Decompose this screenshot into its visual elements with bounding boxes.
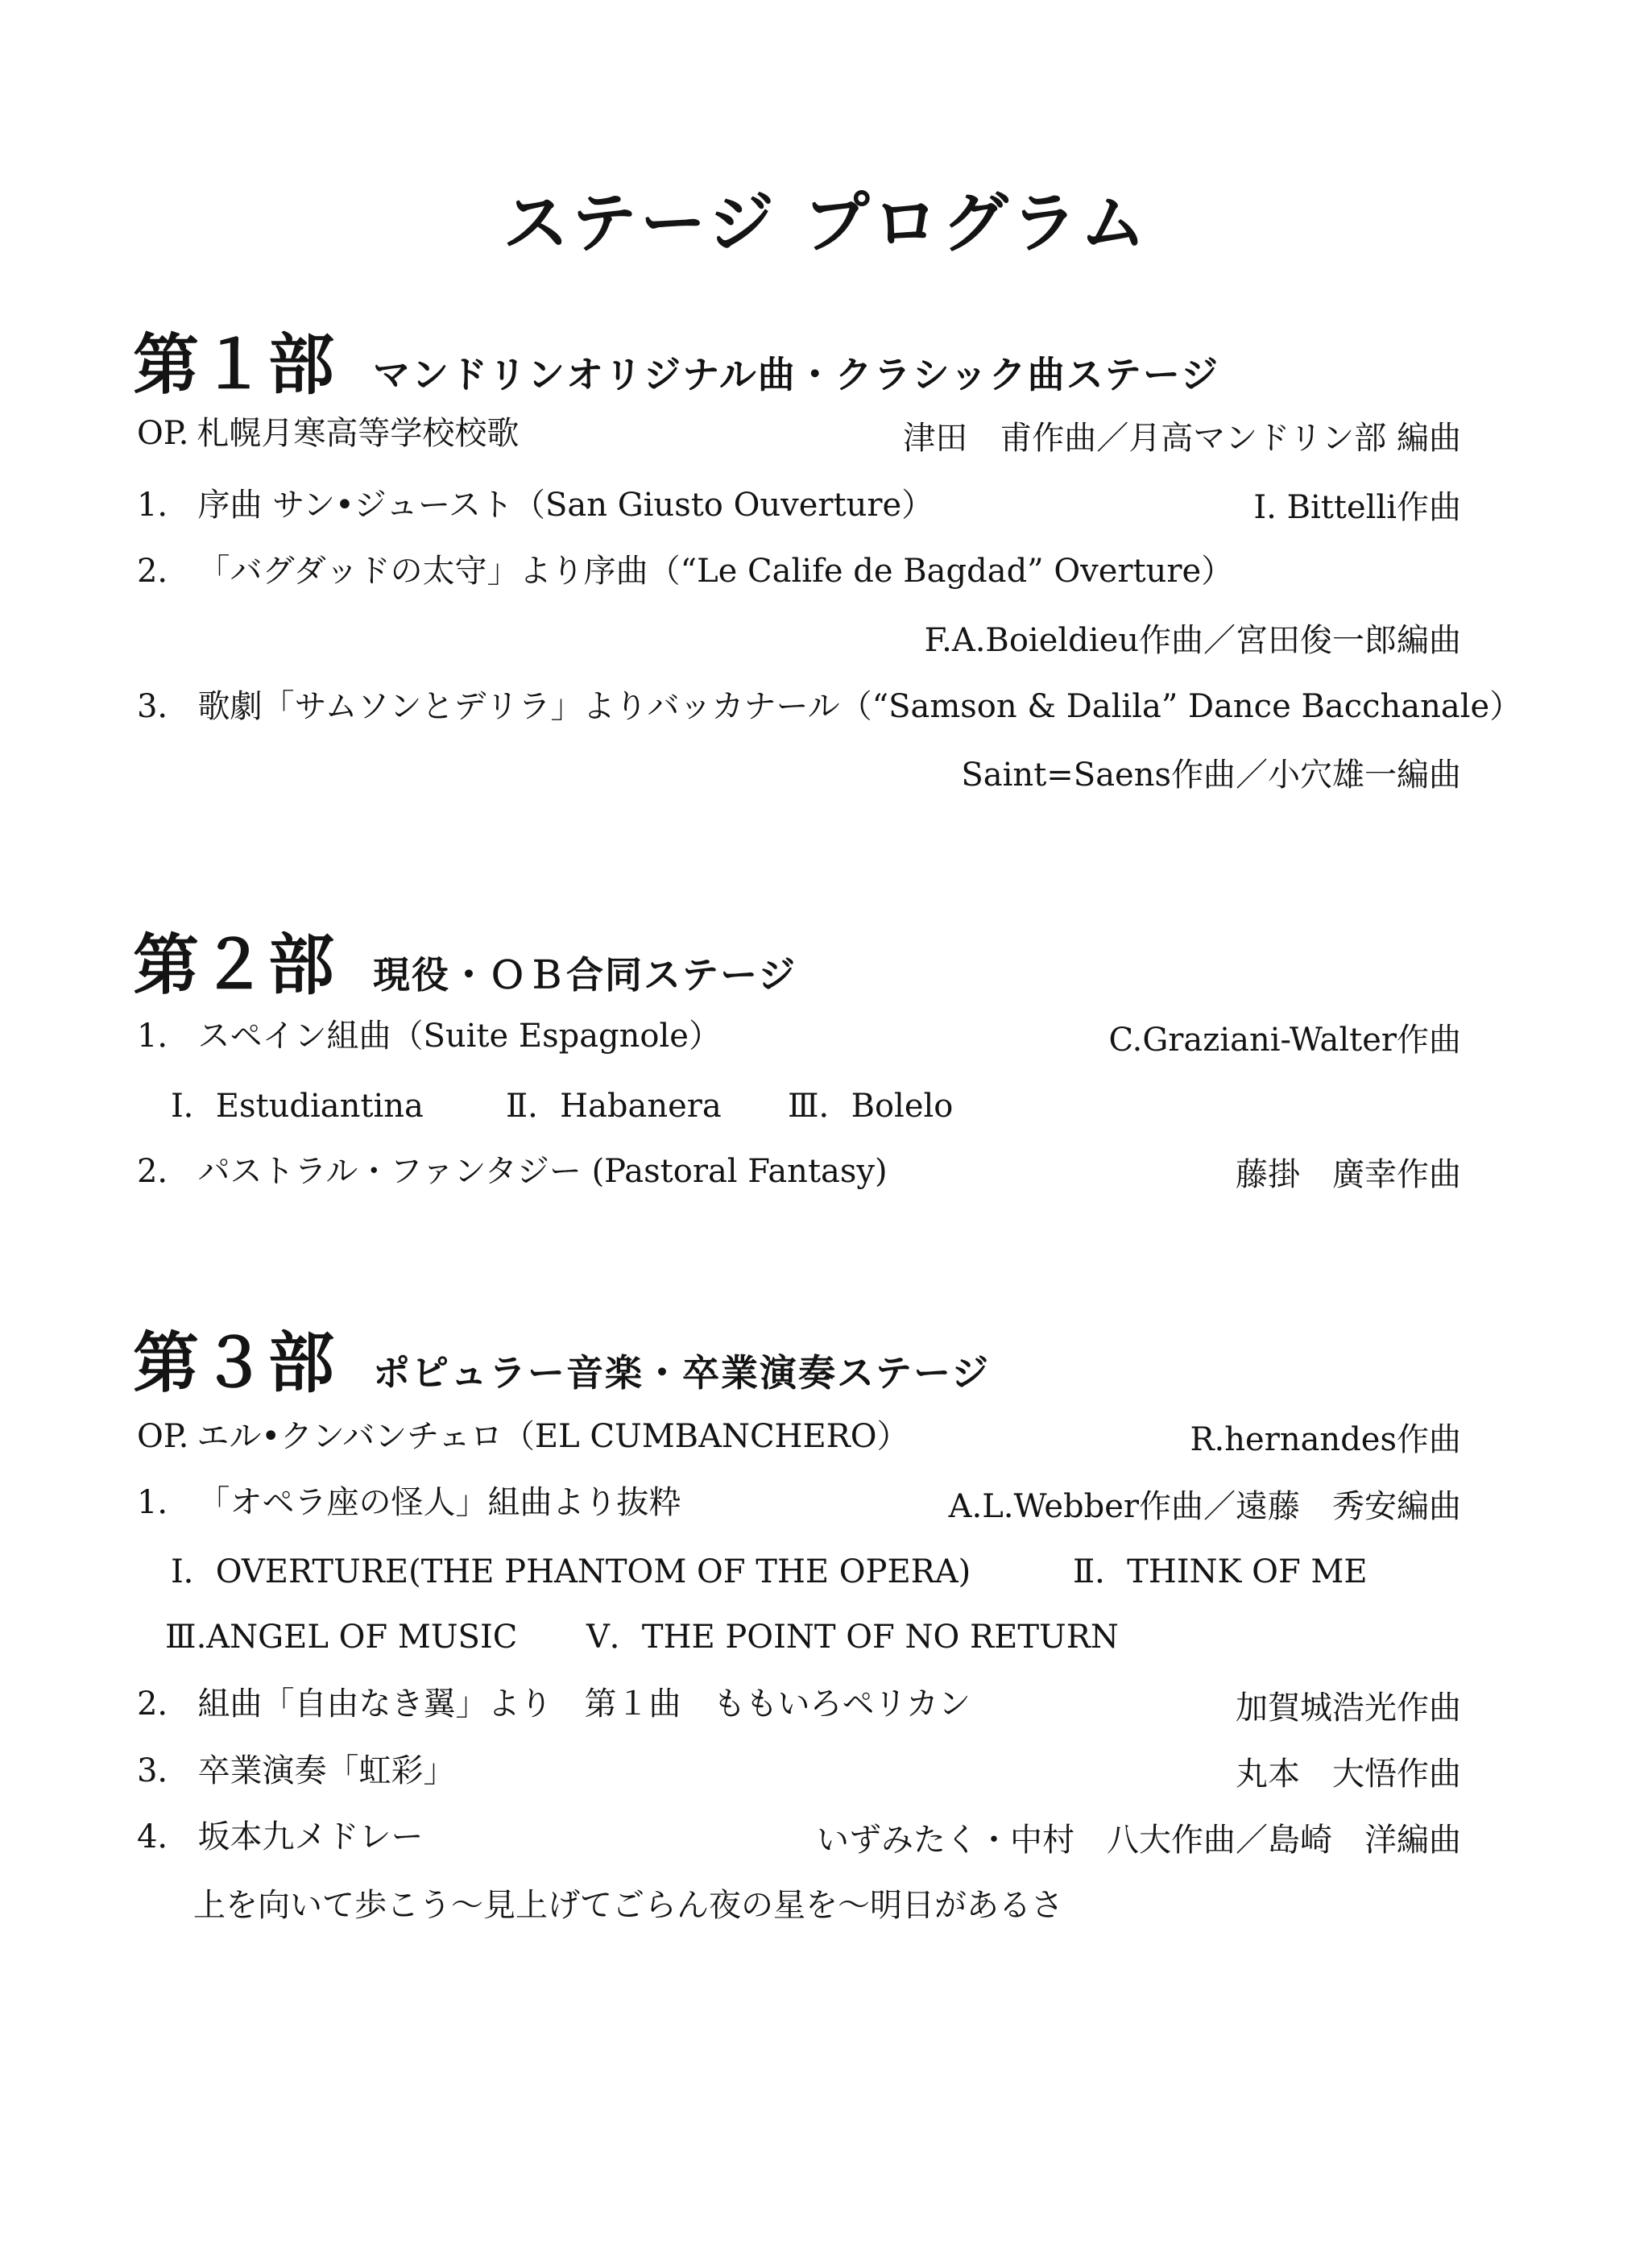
program-item [137, 1683, 971, 1725]
item-label: OP. [137, 1418, 189, 1455]
program-item [137, 550, 1233, 592]
program-item [137, 1750, 455, 1792]
item-label: 1． [137, 487, 190, 524]
item-title: 坂本九メドレー [197, 1818, 424, 1855]
item-title: 序曲 サン•ジュースト（San Giusto Ouverture） [197, 487, 934, 524]
program-item [137, 1015, 721, 1057]
item-label: 1． [137, 1018, 190, 1055]
program-item [137, 413, 519, 454]
item-credit: 加賀城浩光作曲 [1236, 1690, 1461, 1727]
item-title: 卒業演奏「虹彩」 [197, 1752, 456, 1789]
item-title: 歌劇「サムソンとデリラ」よりバッカナール（“Samson & Dalila” Dance Bacchanale） [197, 688, 1522, 725]
movement: Ⅱ．THINK OF ME [1073, 1553, 1368, 1590]
program-item [137, 1151, 888, 1192]
item-label: OP. [137, 415, 189, 452]
section-3-number: 第３部 [133, 1325, 337, 1402]
item-title: 「バグダッドの太守」より序曲（“Le Calife de Bagdad” Overture） [197, 553, 1234, 590]
section-2-heading [133, 913, 797, 1007]
section-2-number: 第２部 [133, 927, 337, 1004]
medley-songs: 上を向いて歩こう～見上げてごらん夜の星を～明日があるさ [193, 1887, 1063, 1924]
section-3-heading [133, 1311, 990, 1405]
item-title: スペイン組曲（Suite Espagnole） [197, 1018, 721, 1055]
item-title: エル•クンバンチェロ（EL CUMBANCHERO） [197, 1418, 909, 1455]
item-label: 2． [137, 553, 190, 590]
program-item [137, 1482, 681, 1524]
movement: Ⅰ．OVERTURE(THE PHANTOM OF THE OPERA) [171, 1553, 971, 1590]
movement: Ⅱ．Habanera [506, 1088, 722, 1125]
item-credit: I. Bittelli作曲 [1253, 489, 1461, 526]
item-credit: C.Graziani-Walter作曲 [1108, 1022, 1461, 1059]
item-credit: A.L.Webber作曲／遠藤 秀安編曲 [948, 1488, 1461, 1525]
item-label: 1． [137, 1484, 190, 1521]
item-label: 3． [137, 688, 190, 725]
section-1-number: 第１部 [133, 327, 337, 404]
program-item [137, 1816, 423, 1858]
movement: Ⅴ．THE POINT OF NO RETURN [586, 1619, 1119, 1656]
item-credit: 津田 甫作曲／月高マンドリン部 編曲 [903, 420, 1461, 457]
program-item [137, 1416, 909, 1457]
item-label: 4． [137, 1818, 190, 1855]
item-title: パストラル・ファンタジー (Pastoral Fantasy) [197, 1153, 888, 1190]
page-title: ステージ プログラム [503, 185, 1149, 262]
movement: Ⅰ．Estudiantina [171, 1088, 424, 1125]
program-item [137, 686, 1522, 728]
program-item [137, 484, 934, 526]
item-credit: 丸本 大悟作曲 [1236, 1756, 1461, 1793]
item-title: 「オペラ座の怪人」組曲より抜粋 [197, 1484, 681, 1521]
movement: Ⅲ．Bolelo [788, 1088, 954, 1125]
item-title: 組曲「自由なき翼」より 第１曲 ももいろペリカン [197, 1685, 971, 1723]
section-1-heading [133, 313, 1219, 407]
item-credit: 藤掛 廣幸作曲 [1236, 1156, 1461, 1193]
item-credit: R.hernandes作曲 [1190, 1421, 1461, 1458]
section-2-name: 現役・ＯＢ合同ステージ [373, 953, 797, 997]
section-1-name: マンドリンオリジナル曲・クラシック曲ステージ [373, 353, 1219, 396]
section-3-name: ポピュラー音楽・卒業演奏ステージ [373, 1351, 991, 1395]
item-credit: F.A.Boieldieu作曲／宮田俊一郎編曲 [924, 622, 1461, 659]
item-title: 札幌月寒高等学校校歌 [197, 415, 520, 452]
item-credit: いずみたく・中村 八大作曲／島崎 洋編曲 [817, 1822, 1461, 1859]
item-label: 2． [137, 1685, 190, 1723]
item-label: 3． [137, 1752, 190, 1789]
item-label: 2． [137, 1153, 190, 1190]
item-credit: Saint=Saens作曲／小穴雄一編曲 [961, 757, 1461, 794]
movement: Ⅲ.ANGEL OF MUSIC [165, 1619, 518, 1656]
